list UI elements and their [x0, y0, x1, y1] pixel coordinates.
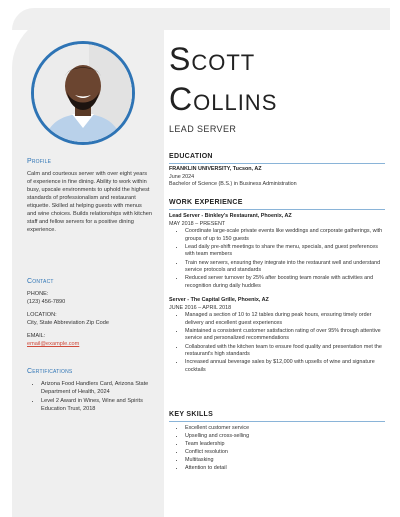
location-label: LOCATION: — [27, 312, 57, 318]
certifications-section — [27, 368, 152, 414]
list-item: • Multitasking — [185, 457, 387, 465]
divider — [169, 421, 385, 422]
list-item: • Collaborated with the kitchen team to ensure food quality and presentation met the restaurant's high standards — [185, 344, 387, 359]
list-item: • Team leadership — [185, 441, 387, 449]
contact-heading: Contact — [27, 278, 54, 285]
experience-heading: WORK EXPERIENCE — [169, 199, 243, 206]
education-body — [169, 166, 387, 189]
email-label: EMAIL: — [27, 333, 46, 339]
list-item: • Reduced server turnover by 25% after boosting team morale with activities and recognition during daily huddles — [185, 275, 387, 290]
experience-section — [169, 199, 387, 210]
school-name: FRANKLIN UNIVERSITY, Tucson, AZ — [169, 166, 262, 172]
profile-section — [27, 158, 152, 234]
list-item: • Increased annual beverage sales by $12,000 with upsells of wine and signature cocktails — [185, 359, 387, 374]
education-section — [169, 153, 387, 164]
list-item: • Lead daily pre-shift meetings to share the menu, specials, and guest preferences with team members — [185, 244, 387, 259]
job-title-1: Lead Server - Binkley's Restaurant, Phoenix, AZ — [169, 213, 292, 219]
skills-list — [169, 425, 387, 473]
divider — [169, 163, 385, 164]
list-item: • Train new servers, ensuring they integrate into the restaurant well and understand service protocols and standards — [185, 260, 387, 275]
list-item: • Level 2 Award in Wines, Wine and Spirits Education Trust, 2018 — [41, 397, 152, 413]
name-last — [169, 82, 277, 116]
degree: Bachelor of Science (B.S.) in Business Administration — [169, 181, 297, 188]
list-item: • Excellent customer service — [185, 425, 387, 433]
job-bullets-2 — [169, 312, 387, 374]
phone-label: PHONE: — [27, 291, 49, 297]
experience-body — [169, 213, 387, 375]
list-item: • Attention to detail — [185, 465, 387, 473]
divider — [169, 209, 385, 210]
list-item: • Managed a section of 10 to 12 tables during peak hours, ensuring timely order delivery and excellent guest experiences — [185, 312, 387, 327]
skills-heading: KEY SKILLS — [169, 411, 214, 418]
list-item: • Upselling and cross-selling — [185, 433, 387, 441]
certifications-list — [27, 380, 152, 413]
certifications-heading: Certifications — [27, 368, 73, 375]
name-last-text: Collins — [169, 81, 278, 117]
contact-section — [27, 278, 152, 348]
education-date: June 2024 — [169, 173, 195, 180]
list-item: • Conflict resolution — [185, 449, 387, 457]
job-title: LEAD SERVER — [169, 124, 237, 134]
job-dates-1: MAY 2018 – PRESENT — [169, 220, 226, 227]
location-value: City, State Abbreviation Zip Code — [27, 320, 109, 326]
list-item: • Arizona Food Handlers Card, Arizona State Department of Health, 2024 — [41, 380, 152, 396]
job-dates-2: JUNE 2016 – APRIL 2018 — [169, 304, 232, 311]
phone-value: (123) 456-7890 — [27, 299, 66, 305]
job-bullets-1 — [169, 228, 387, 290]
skills-section — [169, 411, 387, 422]
person-portrait-icon — [34, 44, 132, 142]
skills-body — [169, 425, 387, 474]
job-title-2: Server - The Capital Grille, Phoenix, AZ — [169, 296, 269, 303]
list-item: • Coordinate large-scale private events like weddings and corporate gatherings, with groups of up to 150 guests — [185, 228, 387, 243]
list-item: • Maintained a consistent customer satisfaction rating of over 95% through attentive service and personalized recommendations — [185, 328, 387, 343]
education-heading: EDUCATION — [169, 153, 213, 160]
name-first — [169, 42, 255, 76]
profile-photo — [31, 41, 135, 145]
email-link[interactable]: email@example.com — [27, 341, 80, 347]
profile-text: Calm and courteous server with over eight years of experience in fine dining. Ability to work within busy, upscale environments to uphold the highest standards of professionalism and restaurant etiquette. Skilled at helping guests with menus and wine choices. Builds relationships with kitchen staff and fellow servers for a positive dining experience. — [27, 171, 152, 233]
name-first-text: Scott — [169, 41, 256, 77]
profile-heading: Profile — [27, 158, 52, 165]
